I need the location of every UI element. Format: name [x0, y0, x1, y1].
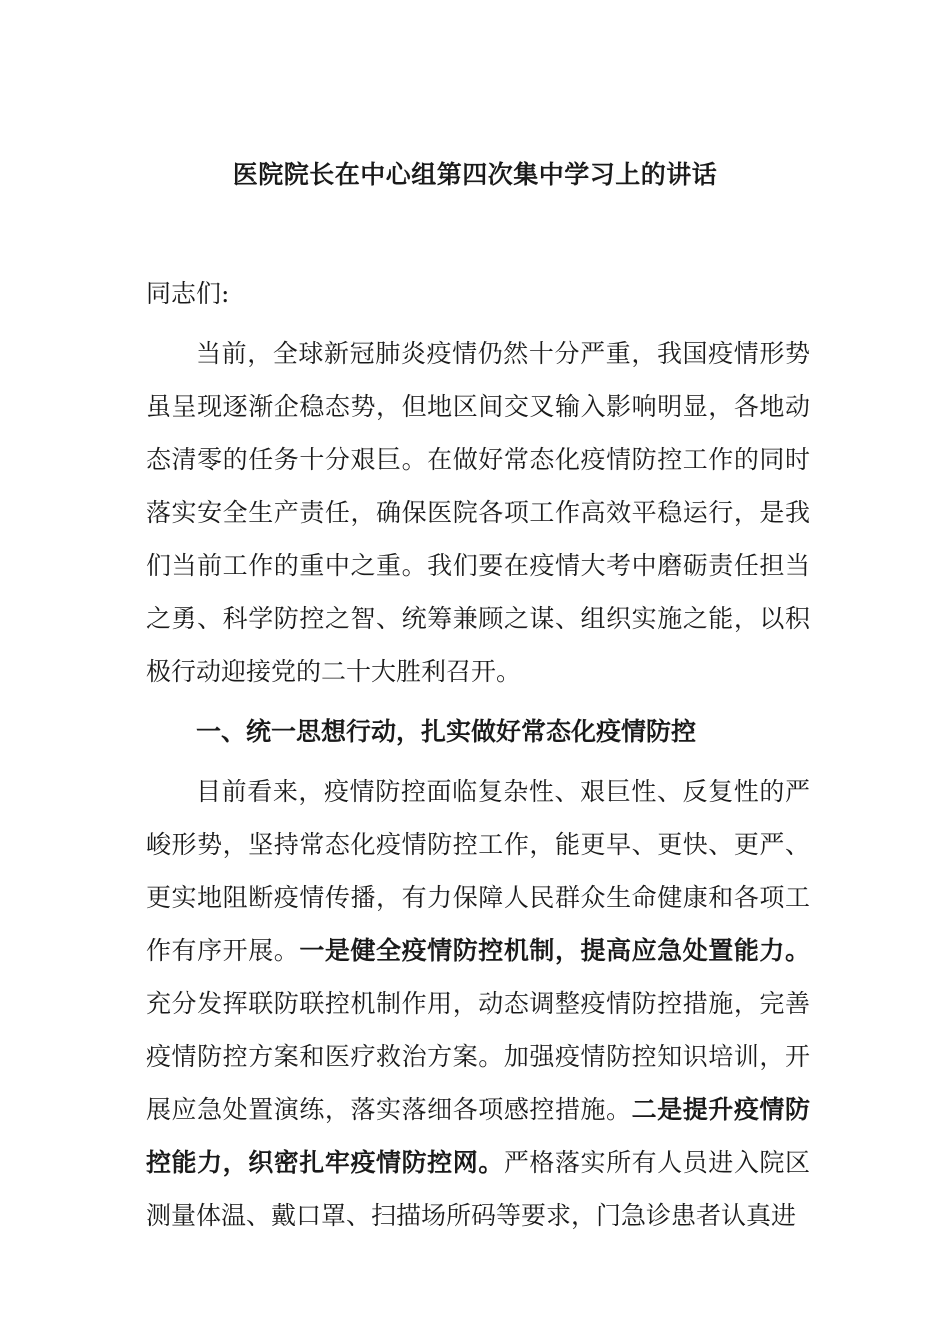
- document-title: 医院院长在中心组第四次集中学习上的讲话: [232, 160, 718, 189]
- point-2-text: 严格落实所有人员进入院区测量体温、戴口罩、扫描场所码等要求，门急诊患者认真进: [146, 1148, 810, 1230]
- document-body: [146, 267, 810, 1249]
- point-1-heading: 一是健全疫情防控机制，提高应急处置能力。: [299, 936, 810, 965]
- salutation: 同志们:: [146, 279, 230, 308]
- paragraph-epidemic-control: [146, 765, 810, 1242]
- point-1-text: 充分发挥联防联控机制作用，动态调整疫情防控措施，完善疫情防控方案和医疗救治方案。加强疫情防控知识培训，开展应急处置演练，落实落细各项感控措施。: [146, 989, 810, 1124]
- section-heading-1: 一、统一思想行动，扎实做好常态化疫情防控: [196, 717, 697, 746]
- paragraph-intro-text: 目前看来，疫情防控面临复杂性、艰巨性、反复性的严峻形势，坚持常态化疫情防控工作，能更早、更快、更严、更实地阻断疫情传播，有力保障人民群众生命健康和各项工作有序开展。: [146, 777, 810, 965]
- paragraph-intro: 当前，全球新冠肺炎疫情仍然十分严重，我国疫情形势虽呈现逐渐企稳态势，但地区间交叉输入影响明显，各地动态清零的任务十分艰巨。在做好常态化疫情防控工作的同时落实安全生产责任，确保医院各项工作高效平稳运行，是我们当前工作的重中之重。我们要在疫情大考中磨砺责任担当之勇、科学防控之智、统筹兼顾之谋、组织实施之能，以积极行动迎接党的二十大胜利召开。: [146, 339, 810, 686]
- point-2-heading: 二是提升疫情防控能力，织密扎牢疫情防控网。: [146, 1095, 810, 1177]
